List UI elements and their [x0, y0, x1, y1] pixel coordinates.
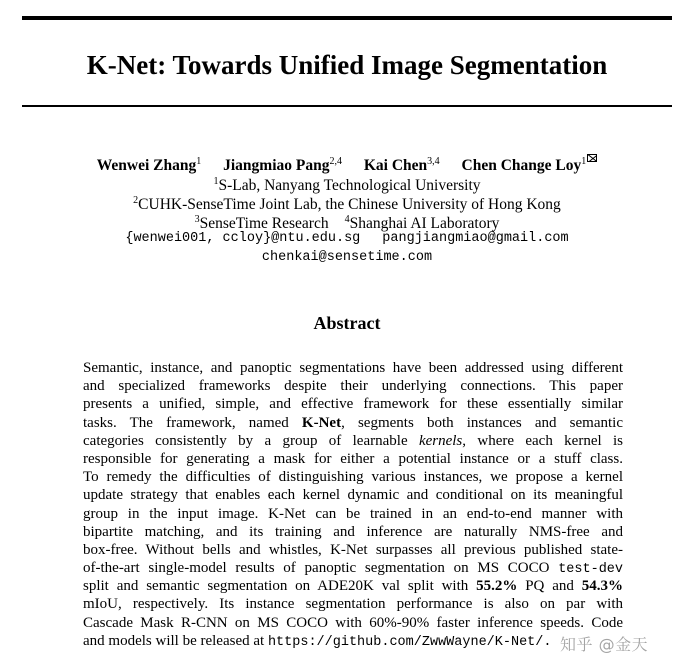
- author-name: Chen Change Loy: [461, 157, 582, 175]
- author-name: Kai Chen: [363, 157, 428, 175]
- test-dev-code: test-dev: [558, 562, 623, 578]
- abstract-line: To remedy the difficulties of distinguishing various instances, we propose a kernel: [83, 469, 623, 486]
- affiliation-text: S-Lab, Nanyang Technological University: [218, 177, 481, 195]
- abstract-line: mIoU, respectively. Its instance segmentation performance is also on par with: [83, 596, 623, 613]
- author-affiliation-mark: 1: [196, 156, 202, 167]
- abstract-line: responsible for generating a mask for either a potential instance or a stuff class.: [83, 450, 623, 467]
- kernels-italic: kernels: [418, 432, 463, 449]
- author-name: Wenwei Zhang: [96, 157, 197, 175]
- affiliation-number: 2: [133, 195, 139, 206]
- abstract-line: Cascade Mask R-CNN on MS COCO with 60%-90% faster inference speeds. Code: [83, 614, 623, 631]
- email-sensetime: chenkai@sensetime.com: [261, 250, 433, 265]
- corresponding-author-envelope-icon: [587, 154, 597, 162]
- affiliation-number: 3: [194, 214, 200, 225]
- abstract-line: group in the input image. K-Net can be trained in an end-to-end manner with: [83, 505, 623, 522]
- abstract-line: presents a unified, simple, and effective framework for these essentially similar: [83, 396, 623, 413]
- miou-value: 54.3%: [581, 578, 624, 595]
- abstract-line: [83, 632, 623, 650]
- author-name: Jiangmiao Pang: [223, 157, 330, 175]
- author-emails-line-2: [0, 248, 694, 267]
- abstract-text: tasks. The framework, named: [83, 414, 289, 431]
- abstract-text: , where each kernel is: [462, 432, 623, 449]
- zhihu-watermark: 知乎 @金天: [560, 635, 649, 654]
- author-affiliation-mark: 2,4: [329, 156, 342, 167]
- pq-value: 55.2%: [476, 578, 518, 595]
- author-affiliation-mark: 1: [581, 156, 587, 167]
- affiliation-number: 1: [213, 176, 219, 187]
- abstract-text: , segments both instances and semantic: [341, 414, 623, 431]
- abstract-body: [83, 359, 623, 650]
- email-ntu: {wenwei001, ccloy}@ntu.edu.sg: [125, 231, 361, 246]
- abstract-text: and models will be released at: [83, 632, 265, 649]
- paper-title: K-Net: Towards Unified Image Segmentation: [86, 50, 608, 80]
- affiliation-text: Shanghai AI Laboratory: [349, 215, 500, 233]
- abstract-text: categories consistently by a group of learnable: [83, 432, 408, 449]
- abstract-line: bipartite matching, and its training and inference are naturally NMS-free and: [83, 523, 623, 540]
- abstract-line: [83, 577, 623, 595]
- title-top-rule: [22, 16, 672, 20]
- affiliation-number: 4: [344, 214, 350, 225]
- email-gmail: pangjiangmiao@gmail.com: [382, 231, 569, 246]
- author-emails-line-1: [0, 229, 694, 248]
- github-url: https://github.com/ZwwWayne/K-Net/.: [267, 634, 552, 650]
- abstract-line: [83, 432, 623, 450]
- abstract-line: and specialized frameworks despite their underlying connections. This paper: [83, 378, 623, 395]
- knet-bold: K-Net: [301, 414, 342, 431]
- abstract-text: PQ and: [525, 578, 574, 595]
- abstract-line: Semantic, instance, and panoptic segmentations have been addressed using different: [83, 360, 623, 376]
- abstract-heading: Abstract: [313, 313, 381, 333]
- abstract-line: update strategy that enables each kernel dynamic and conditional on its meaningful: [83, 487, 623, 504]
- abstract-text: of-the-art single-model results of panoptic segmentation on MS COCO: [83, 560, 550, 577]
- affiliation-text: SenseTime Research: [199, 215, 329, 233]
- author-affiliation-mark: 3,4: [427, 156, 440, 167]
- abstract-text: split and semantic segmentation on ADE20K val split with: [83, 578, 469, 595]
- abstract-line: box-free. Without bells and whistles, K-Net surpasses all previous published state-: [83, 541, 623, 558]
- abstract-line: [83, 414, 623, 432]
- abstract-line: [83, 559, 623, 577]
- title-bottom-rule: [22, 105, 672, 107]
- affiliation-text: CUHK-SenseTime Joint Lab, the Chinese University of Hong Kong: [138, 196, 561, 214]
